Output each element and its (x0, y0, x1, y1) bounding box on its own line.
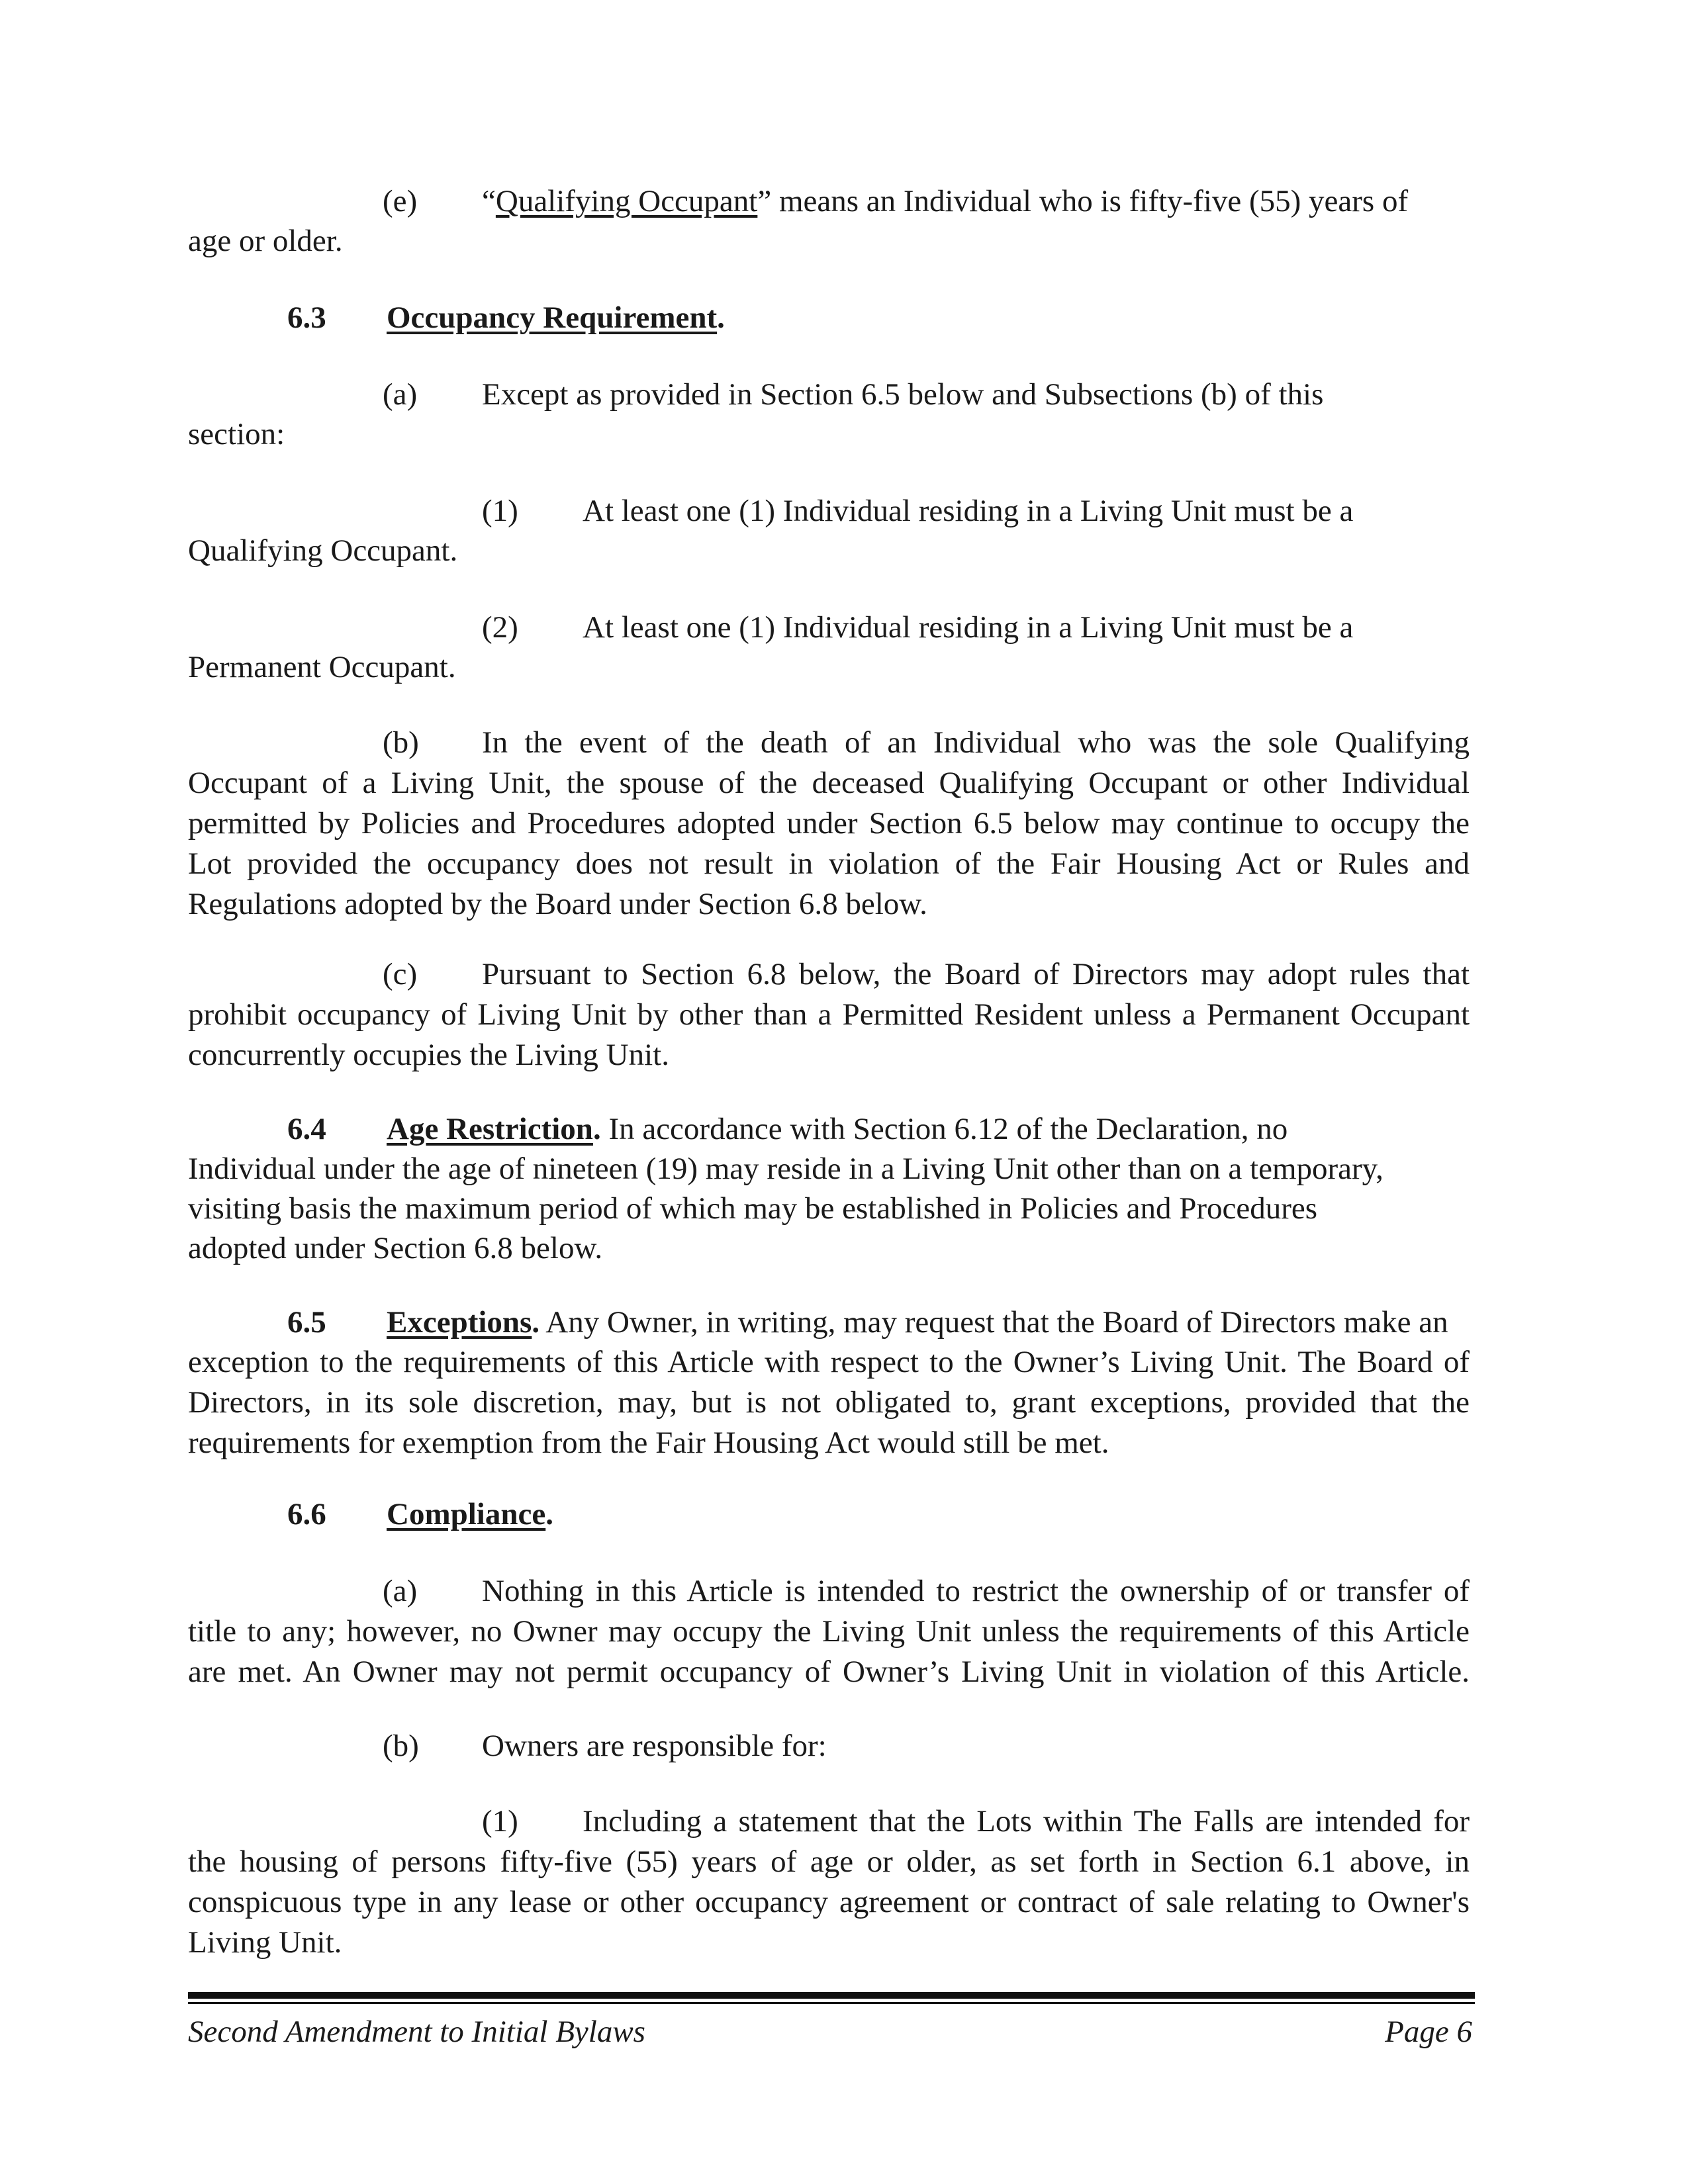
paragraph-text-a: Except as provided in Section 6.5 below and Subsections (b) of this (482, 377, 1324, 412)
text-line: prohibit occupancy of Living Unit by other than a Permitted Resident unless a Permanent Occupant (188, 997, 1470, 1032)
text-line: Including a statement that the Lots within The Falls are intended for (583, 1804, 1470, 1839)
open-quote: “ (482, 184, 496, 218)
section-number-6-3: 6.3 (287, 300, 326, 335)
text-line: exception to the requirements of this Article with respect to the Owner’s Living Unit. The Board of (188, 1345, 1470, 1379)
section-heading-6-4 (387, 1109, 1288, 1150)
text-line: In accordance with Section 6.12 of the Declaration, no (608, 1112, 1288, 1146)
paragraph-label-a: (a) (383, 1574, 418, 1608)
section-title: Age Restriction (387, 1112, 593, 1146)
paragraph-label-b: (b) (383, 725, 419, 760)
section-title: Compliance (387, 1497, 546, 1531)
definition-continuation: age or older. (188, 224, 343, 258)
paragraph-6-6-a-body (188, 1571, 1470, 1692)
section-heading-6-3 (387, 298, 725, 338)
definition-text: ” means an Individual who is fifty-five (55) years of (757, 184, 1409, 218)
text-line: Pursuant to Section 6.8 below, the Board of Directors may adopt rules that (482, 957, 1470, 991)
paragraph-c-body (188, 954, 1470, 1075)
heading-period: . (717, 300, 725, 335)
text-line: visiting basis the maximum period of which may be established in Policies and Procedures (188, 1191, 1318, 1226)
subparagraph-continuation-1: Qualifying Occupant. (188, 533, 458, 568)
footer-rule-thick (188, 1992, 1475, 1999)
text-line: conspicuous type in any lease or other occupancy agreement or contract of sale relating to Owner's (188, 1885, 1470, 1919)
section-number-6-4: 6.4 (287, 1112, 326, 1146)
text-line: In the event of the death of an Individual who was the sole Qualifying (482, 725, 1470, 760)
section-heading-6-5 (387, 1302, 1448, 1343)
section-title: Occupancy Requirement (387, 300, 718, 335)
text-line: Lot provided the occupancy does not result in violation of the Fair Housing Act or Rules and (188, 846, 1470, 881)
text-line: concurrently occupies the Living Unit. (188, 1038, 669, 1072)
text-line: permitted by Policies and Procedures adopted under Section 6.5 below may continue to occupy the (188, 806, 1470, 841)
section-title: Exceptions (387, 1305, 532, 1340)
text-line: Directors, in its sole discretion, may, but is not obligated to, grant exceptions, provided that the (188, 1385, 1470, 1420)
text-line: title to any; however, no Owner may occupy the Living Unit unless the requirements of this Article (188, 1614, 1470, 1649)
heading-period: . (592, 1112, 601, 1146)
paragraph-text-b: Owners are responsible for: (482, 1729, 827, 1763)
section-number-6-5: 6.5 (287, 1305, 326, 1340)
subparagraph-text-2: At least one (1) Individual residing in a Living Unit must be a (583, 610, 1354, 645)
text-line: adopted under Section 6.8 below. (188, 1231, 603, 1265)
definition-qualifying-occupant (482, 181, 1408, 222)
section-heading-6-6 (387, 1494, 553, 1535)
footer-page-number: Page 6 (1385, 2015, 1472, 2049)
paragraph-label-a: (a) (383, 377, 418, 412)
paragraph-b-body (188, 723, 1470, 925)
paragraph-label-e: (e) (383, 184, 418, 218)
heading-period: . (545, 1497, 553, 1531)
subparagraph-label-2: (2) (482, 610, 518, 645)
text-line: Regulations adopted by the Board under Section 6.8 below. (188, 887, 927, 921)
text-line: Individual under the age of nineteen (19) may reside in a Living Unit other than on a temporary, (188, 1152, 1383, 1186)
section-number-6-6: 6.6 (287, 1497, 326, 1531)
footer-document-title: Second Amendment to Initial Bylaws (188, 2015, 645, 2049)
subparagraph-label-1: (1) (482, 494, 518, 528)
paragraph-label-c: (c) (383, 957, 418, 991)
footer-rule-thin (188, 2002, 1475, 2004)
text-line: Living Unit. (188, 1925, 342, 1960)
paragraph-continuation-a: section: (188, 417, 285, 451)
text-line: requirements for exemption from the Fair Housing Act would still be met. (188, 1426, 1109, 1460)
subparagraph-6-6-b-1-body (188, 1801, 1470, 1963)
defined-term: Qualifying Occupant (495, 184, 758, 218)
heading-period: . (532, 1305, 540, 1340)
paragraph-label-b: (b) (383, 1729, 419, 1763)
subparagraph-label-1: (1) (482, 1804, 518, 1839)
text-line: are met. An Owner may not permit occupancy of Owner’s Living Unit in violation of this Article. (188, 1655, 1470, 1689)
subparagraph-continuation-2: Permanent Occupant. (188, 650, 456, 684)
section-6-5-body (188, 1342, 1470, 1463)
text-line: Any Owner, in writing, may request that the Board of Directors make an (545, 1305, 1448, 1340)
text-line: Nothing in this Article is intended to restrict the ownership of or transfer of (482, 1574, 1470, 1608)
subparagraph-text-1: At least one (1) Individual residing in a Living Unit must be a (583, 494, 1354, 528)
text-line: the housing of persons fifty-five (55) years of age or older, as set forth in Section 6.1 above, in (188, 1844, 1470, 1879)
text-line: Occupant of a Living Unit, the spouse of the deceased Qualifying Occupant or other Individual (188, 766, 1470, 800)
